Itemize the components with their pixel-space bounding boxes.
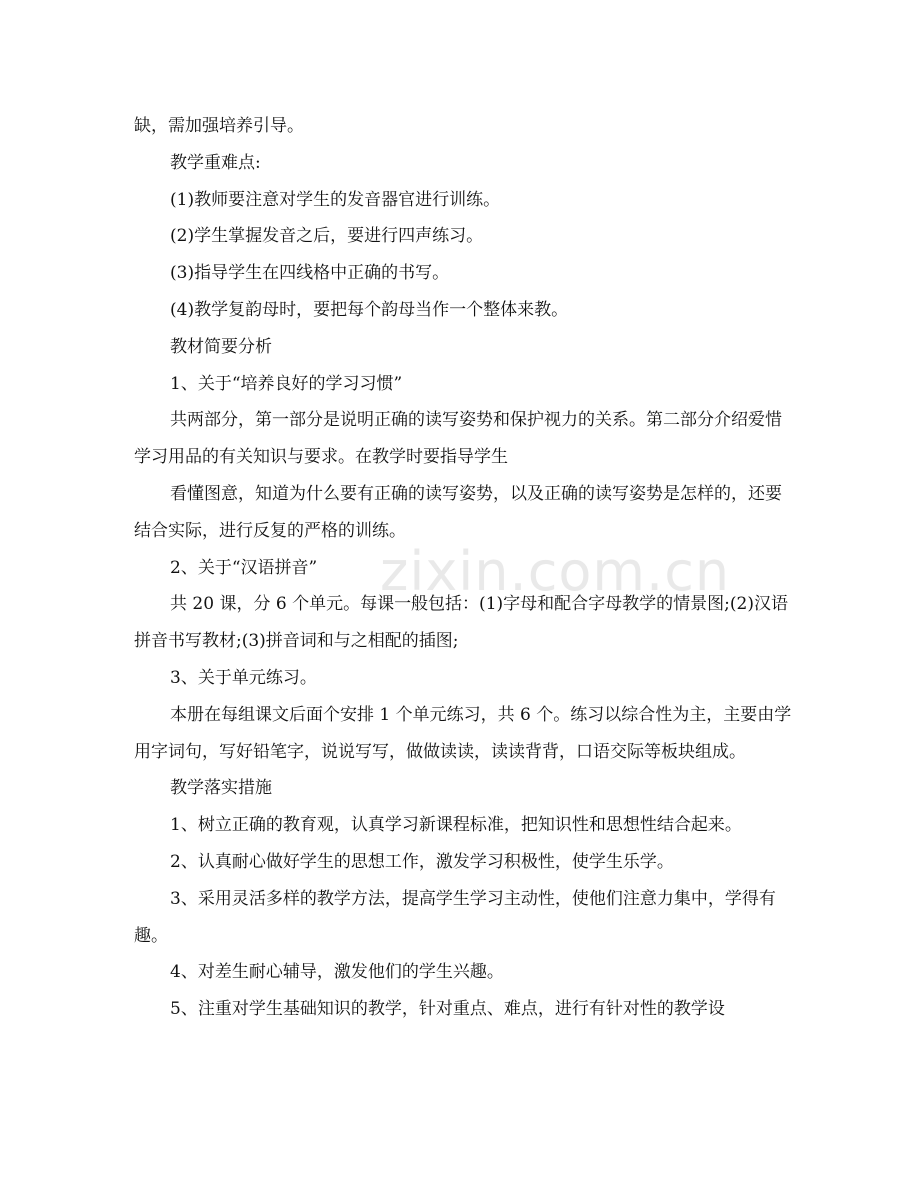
list-item: (3)指导学生在四线格中正确的书写。: [170, 263, 450, 284]
paragraph: 看懂图意，知道为什么要有正确的读写姿势，以及正确的读写姿势是怎样的，还要结合实际，进行反复的严格的训练。: [134, 483, 782, 541]
list-item: (4)教学复韵母时，要把每个韵母当作一个整体来教。: [170, 299, 569, 320]
paragraph: 本册在每组课文后面个安排 1 个单元练习，共 6 个。练习以综合性为主，主要由学用字词句，写好铅笔字，说说写写，做做读读，读读背背，口语交际等板块组成。: [134, 704, 792, 762]
heading-material-analysis: 教材简要分析: [170, 336, 272, 357]
watermark: zixin.com.cn: [380, 540, 731, 603]
heading-implementation-measures: 教学落实措施: [170, 778, 272, 799]
list-item: 4、对差生耐心辅导，激发他们的学生兴趣。: [170, 962, 504, 983]
subheading: 3、关于单元练习。: [170, 667, 317, 688]
list-item: 3、采用灵活多样的教学方法，提高学生学习主动性，使他们注意力集中，学得有趣。: [134, 888, 776, 946]
list-item: (1)教师要注意对学生的发音器官进行训练。: [170, 189, 501, 210]
subheading: 1、关于“培养良好的学习习惯”: [170, 373, 403, 394]
heading-teaching-difficulties: 教学重难点:: [170, 152, 261, 173]
paragraph: 共两部分，第一部分是说明正确的读写姿势和保护视力的关系。第二部分介绍爱惜学习用品的有关知识与要求。在教学时要指导学生: [134, 410, 782, 468]
list-item: 2、认真耐心做好学生的思想工作，激发学习积极性，使学生乐学。: [170, 851, 674, 872]
document-body: [134, 108, 794, 1028]
subheading: 2、关于“汉语拼音”: [170, 557, 318, 578]
paragraph-continuation: 缺，需加强培养引导。: [134, 116, 304, 136]
list-item: 5、注重对学生基础知识的教学，针对重点、难点，进行有针对性的教学设: [170, 999, 725, 1020]
paragraph: 共 20 课，分 6 个单元。每课一般包括：(1)字母和配合字母教学的情景图;(2)汉语拼音书写教材;(3)拼音词和与之相配的插图;: [134, 594, 788, 652]
list-item: (2)学生掌握发音之后，要进行四声练习。: [170, 226, 484, 247]
list-item: 1、树立正确的教育观，认真学习新课程标准，把知识性和思想性结合起来。: [170, 815, 742, 836]
